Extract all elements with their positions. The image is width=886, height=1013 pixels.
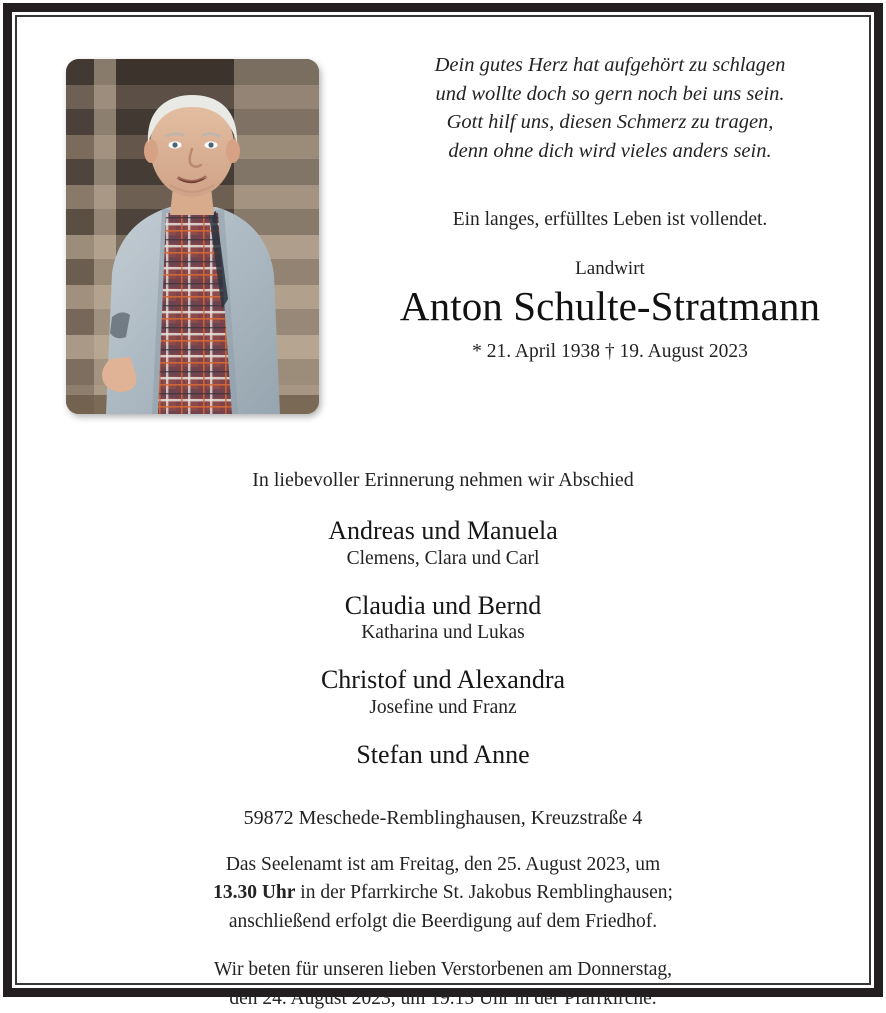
prayer-line-1: Wir beten für unseren lieben Verstorbenen am Donnerstag, xyxy=(213,959,673,981)
address-line: 59872 Meschede-Remblinghausen, Kreuzstraße 4 xyxy=(243,806,643,829)
life-summary-line: Ein langes, erfülltes Leben ist vollendet. xyxy=(452,208,768,230)
family-group xyxy=(17,590,869,647)
life-dates: * 21. April 1938 † 19. August 2023 xyxy=(472,340,748,362)
upper-text-column xyxy=(339,51,881,363)
profession-label: Landwirt xyxy=(575,258,645,280)
service-place: in der Pfarrkirche St. Jakobus Remblinghausen; xyxy=(295,882,673,904)
family-children: Clemens, Clara und Carl xyxy=(346,547,540,569)
family-group xyxy=(17,664,869,721)
family-parents: Stefan und Anne xyxy=(356,740,530,770)
service-time: 13.30 Uhr xyxy=(213,882,296,904)
verse-line-4: denn ohne dich wird vieles anders sein. xyxy=(448,140,772,163)
prayer-line-2: den 24. August 2023, um 19.15 Uhr in der Pfarrkirche. xyxy=(229,987,657,1009)
service-line-1: Das Seelenamt ist am Freitag, den 25. August 2023, um xyxy=(225,853,661,875)
family-parents: Christof und Alexandra xyxy=(320,665,566,695)
memorial-verse xyxy=(339,51,881,166)
family-group xyxy=(17,515,869,572)
service-line-3: anschließend erfolgt die Beerdigung auf dem Friedhof. xyxy=(228,910,658,932)
inner-frame-border xyxy=(15,15,871,1009)
prayer-details xyxy=(17,956,869,1013)
service-details xyxy=(17,851,869,936)
family-parents: Andreas und Manuela xyxy=(328,516,558,545)
service-line-2 xyxy=(17,879,869,907)
verse-line-2: und wollte doch so gern noch bei uns sein. xyxy=(435,82,785,105)
outer-frame-border xyxy=(3,3,883,1009)
family-list xyxy=(17,515,869,771)
family-children: Katharina und Lukas xyxy=(361,622,525,644)
deceased-name: Anton Schulte-Stratmann xyxy=(399,282,821,329)
lower-text-column xyxy=(17,467,869,1013)
family-children: Josefine und Franz xyxy=(369,697,517,719)
notice-sheet xyxy=(17,17,869,1009)
family-group xyxy=(17,739,869,771)
farewell-line: In liebevoller Erinnerung nehmen wir Abschied xyxy=(252,469,634,491)
portrait-photo-graphic xyxy=(66,59,319,414)
family-parents: Claudia und Bernd xyxy=(344,590,542,620)
verse-line-1: Dein gutes Herz hat aufgehört zu schlagen xyxy=(434,54,786,76)
verse-line-3: Gott hilf uns, diesen Schmerz zu tragen, xyxy=(446,111,774,134)
portrait-photo xyxy=(66,59,319,414)
